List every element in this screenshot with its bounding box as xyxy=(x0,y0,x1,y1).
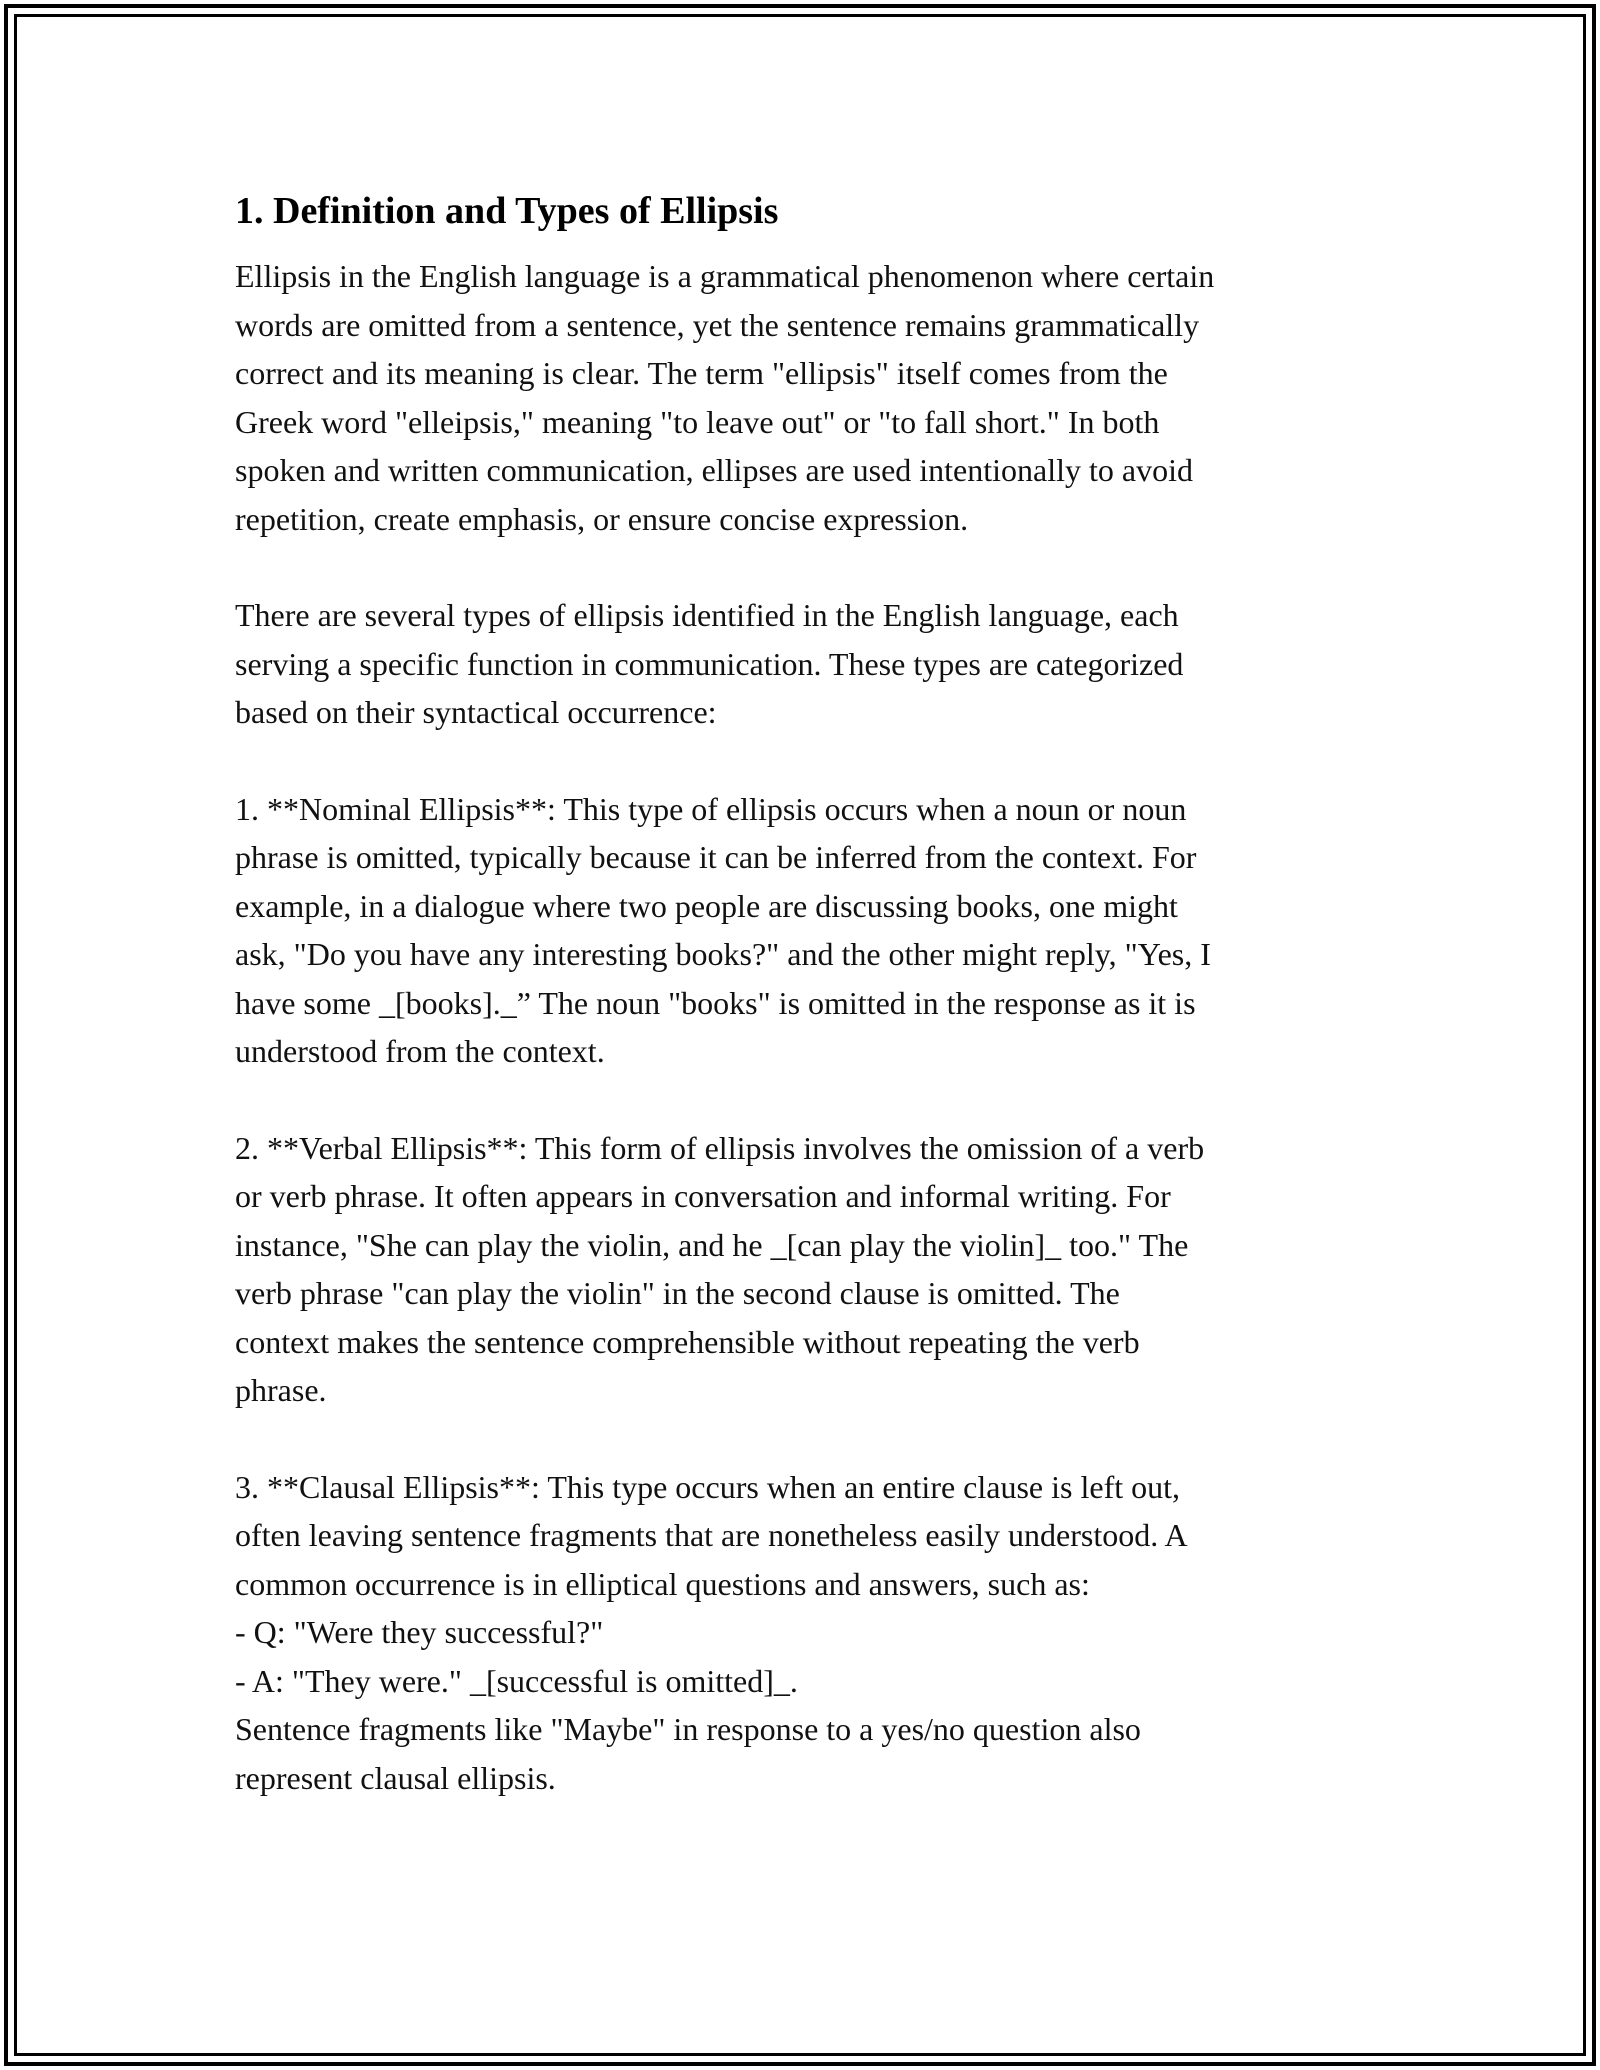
section-heading: 1. Definition and Types of Ellipsis xyxy=(235,190,779,232)
document-body xyxy=(235,186,1375,1802)
paragraph-types-intro: There are several types of ellipsis identified in the English language, each serving a specific function in communication. These types are categorized based on their syntactical occurrence: xyxy=(235,597,1184,730)
paragraph-clausal-ellipsis: 3. **Clausal Ellipsis**: This type occurs when an entire clause is left out, often leaving sentence fragments that are nonetheless easily understood. A common occurrence is in elliptical questions and answers, such as: - Q: "Were they successful?" - A: "They were." _[successful is omitted]_. Sentence fragments like "Maybe" in response to a yes/no question also represent clausal ellipsis. xyxy=(235,1468,1188,1796)
paragraph-verbal-ellipsis: 2. **Verbal Ellipsis**: This form of ellipsis involves the omission of a verb or verb phrase. It often appears in conversation and informal writing. For instance, "She can play the violin, and he _[can play the violin]_ too." The verb phrase "can play the violin" in the second clause is omitted. The context makes the sentence comprehensible without repeating the verb phrase. xyxy=(235,1129,1205,1408)
paragraph-definition: Ellipsis in the English language is a grammatical phenomenon where certain words are omitted from a sentence, yet the sentence remains grammatically correct and its meaning is clear. The term "ellipsis" itself comes from the Greek word "elleipsis," meaning "to leave out" or "to fall short." In both spoken and written communication, ellipses are used intentionally to avoid repetition, create emphasis, or ensure concise expression. xyxy=(235,258,1215,537)
paragraph-nominal-ellipsis: 1. **Nominal Ellipsis**: This type of ellipsis occurs when a noun or noun phrase is omitted, typically because it can be inferred from the context. For example, in a dialogue where two people are discussing books, one might ask, "Do you have any interesting books?" and the other might reply, "Yes, I have some _[books]._” The noun "books" is omitted in the response as it is understood from the context. xyxy=(235,790,1211,1069)
